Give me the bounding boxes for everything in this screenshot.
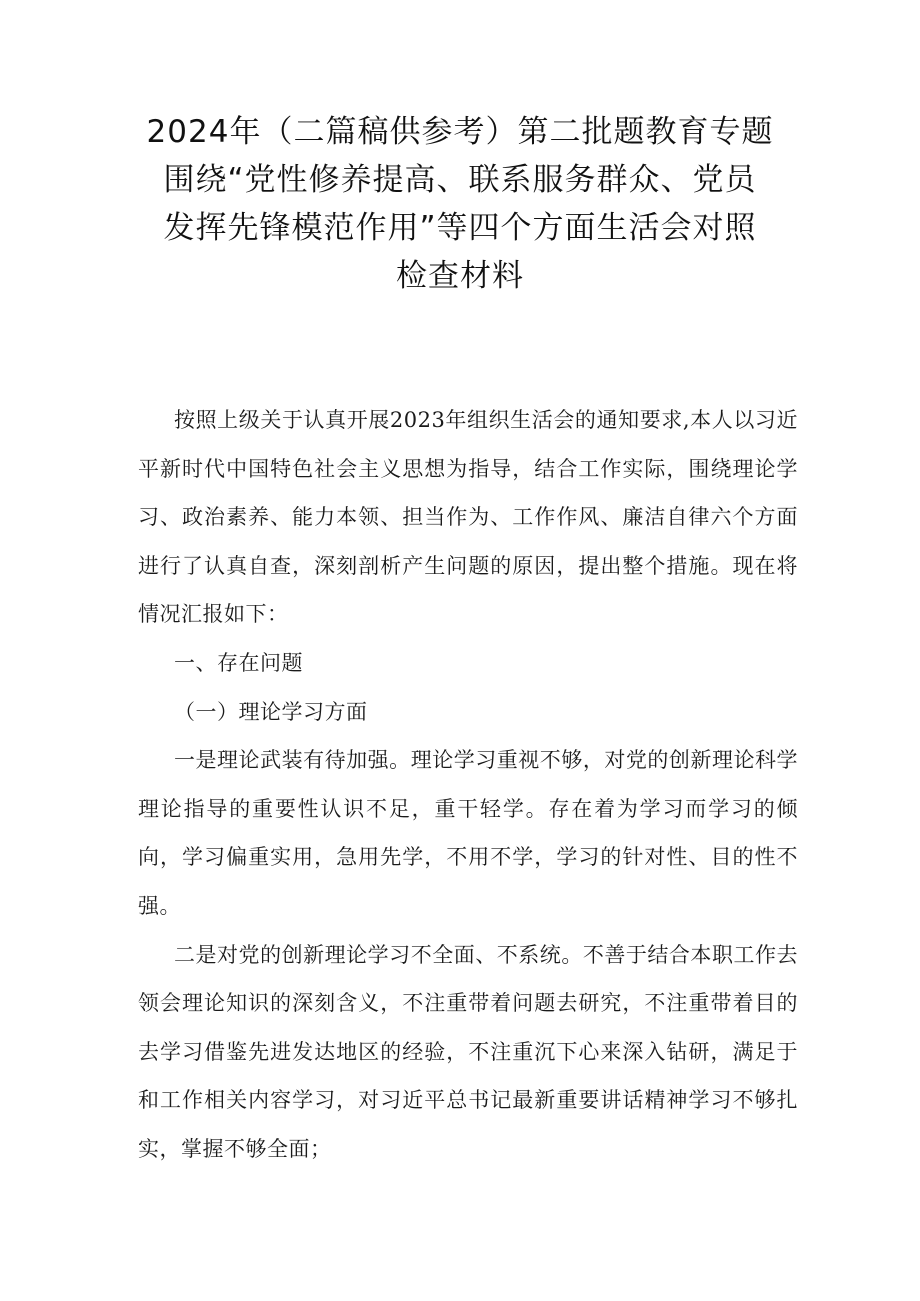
intro-paragraph: 按照上级关于认真开展2023年组织生活会的通知要求,本人以习近平新时代中国特色社会主义思想为指导，结合工作实际，围绕理论学习、政治素养、能力本领、担当作为、工作作风、廉洁自律六个方面进行了认真自查，深刻剖析产生问题的原因，提出整个措施。现在将情况汇报如下： xyxy=(138,408,798,627)
section-heading-problems: 一、存在问题 xyxy=(174,650,303,675)
paragraph-point-one: 一是理论武装有待加强。理论学习重视不够，对党的创新理论科学理论指导的重要性认识不足，重干轻学。存在着为学习而学习的倾向，学习偏重实用，急用先学，不用不学，学习的针对性、目的性不强。 xyxy=(138,748,798,918)
document-body xyxy=(138,396,798,1174)
document-title xyxy=(100,108,820,300)
title-line-4: 检查材料 xyxy=(396,258,524,294)
subsection-heading-theory-study: （一）理论学习方面 xyxy=(174,699,368,724)
paragraph-point-two: 二是对党的创新理论学习不全面、不系统。不善于结合本职工作去领会理论知识的深刻含义，不注重带着问题去研究，不注重带着目的去学习借鉴先进发达地区的经验，不注重沉下心来深入钻研，满足于和工作相关内容学习，对习近平总书记最新重要讲话精神学习不够扎实，掌握不够全面； xyxy=(138,942,798,1161)
title-line-2: 围绕“党性修养提高、联系服务群众、党员 xyxy=(163,162,757,198)
title-line-1: 2024年（二篇稿供参考）第二批题教育专题 xyxy=(146,114,774,150)
title-line-3: 发挥先锋模范作用”等四个方面生活会对照 xyxy=(163,210,757,246)
